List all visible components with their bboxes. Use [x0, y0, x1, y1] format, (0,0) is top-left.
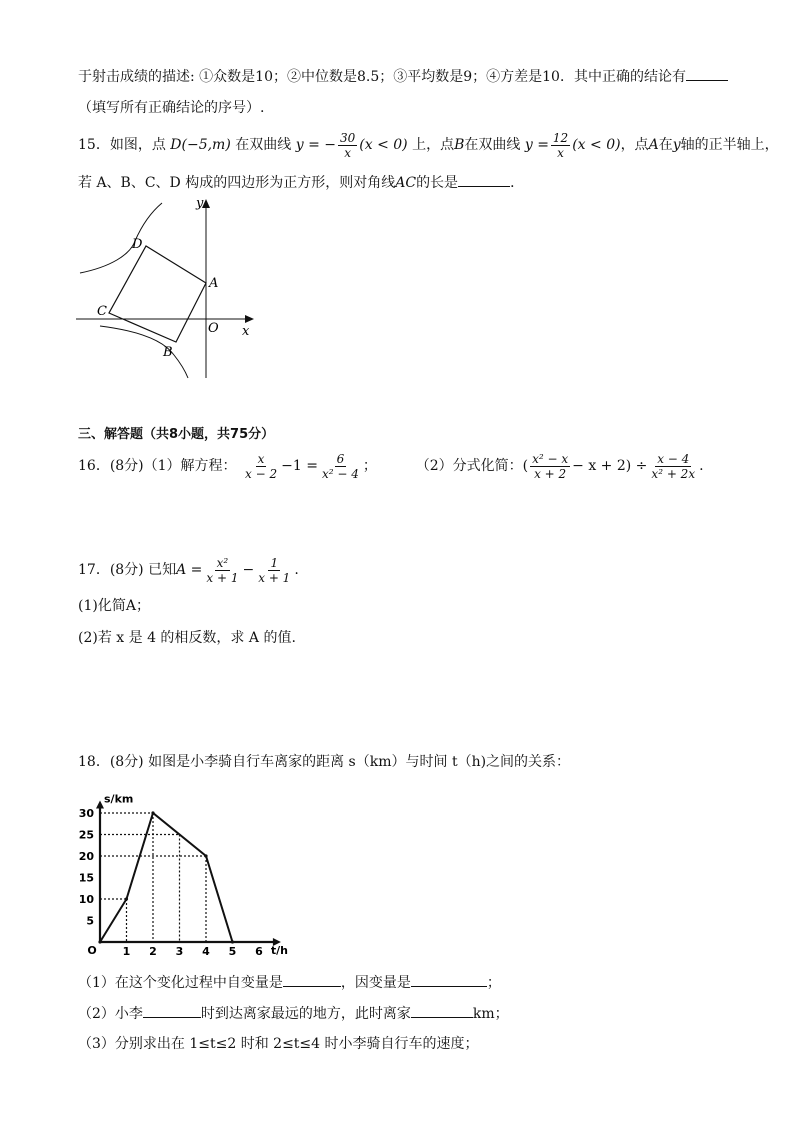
y-axis-label: s/km	[104, 792, 134, 806]
q16-line	[78, 448, 704, 484]
q14-line1	[78, 66, 728, 87]
eq1-lhs: y = −	[295, 137, 336, 153]
q16-frac4	[649, 452, 697, 481]
q15-text: 15．如图，点	[78, 137, 166, 153]
y-axis-arrow	[96, 801, 104, 809]
q14-text: 于射击成绩的描述: ①众数是10；②中位数是8.5；③平均数是9；④方差是10．其中正确的结论有	[78, 69, 686, 85]
eq2-lhs: y =	[524, 137, 549, 153]
q15-text: 的长是	[416, 175, 459, 191]
q18-blank-dependent[interactable]	[411, 972, 487, 987]
q15-figure	[70, 195, 270, 385]
x-tick-label: 5	[228, 945, 237, 958]
hyperbola-upper	[80, 203, 162, 273]
y-tick-label: 30	[78, 807, 94, 820]
label-b: B	[163, 345, 173, 360]
q17-line	[78, 552, 299, 588]
q15-text: ，点	[620, 137, 649, 153]
frac-den: x² − 4	[321, 466, 359, 481]
q18-sub3: （3）分别求出在 1≤t≤2 时和 2≤t≤4 时小李骑自行车的速度；	[78, 1036, 479, 1052]
x-axis-arrow	[245, 315, 254, 323]
q17-sub2: (2)若 x 是 4 的相反数，求 A 的值.	[78, 630, 296, 646]
eq2-num: 12	[552, 130, 569, 145]
eq1-num: 30	[339, 130, 356, 145]
frac-num: 6	[336, 451, 345, 466]
eq2-fraction	[551, 131, 570, 160]
q16-frac3	[530, 452, 570, 481]
q17-a-eq: A =	[176, 562, 203, 578]
label-o: O	[208, 321, 219, 336]
q18-text: （2）小李	[78, 1006, 143, 1022]
eq1-fraction	[338, 131, 357, 160]
label-a: A	[209, 276, 219, 291]
frac-num: x	[257, 451, 265, 466]
y-tick-label: 20	[78, 850, 94, 863]
x-tick-label: 2	[149, 945, 157, 958]
x-tick-label: 1	[122, 945, 131, 958]
q16-frac1	[243, 452, 279, 481]
q15-line1	[78, 128, 779, 162]
eq2-cond: (x < 0)	[572, 137, 621, 153]
q18-blank-time[interactable]	[143, 1003, 201, 1018]
data-point	[98, 940, 101, 943]
label-c: C	[97, 304, 107, 319]
x-tick-label: 6	[255, 945, 263, 958]
frac-num: 1	[270, 555, 279, 570]
q18-chart	[70, 782, 310, 960]
q18-text: 时到达离家最远的地方，此时离家	[200, 1006, 411, 1022]
q16-text: 16．(8分)（1）解方程：	[78, 458, 237, 474]
frac-num: x²	[216, 555, 229, 570]
label-d: D	[132, 237, 143, 252]
frac-den: x + 1	[258, 570, 291, 585]
frac-den: x + 2	[534, 466, 567, 481]
x-tick-label: 3	[175, 945, 184, 958]
q16-text: − x + 2) ÷	[572, 458, 648, 474]
square-abcd	[109, 246, 206, 342]
q16-text: .	[699, 458, 704, 474]
series-line	[100, 813, 233, 942]
frac-den: x² + 2x	[651, 466, 696, 481]
q18-text: km；	[472, 1006, 509, 1022]
point-d-coord: D(−5,m)	[170, 137, 231, 153]
eq1-den: x	[344, 145, 352, 160]
q16-frac2	[320, 452, 361, 481]
eq2-den: x	[557, 145, 564, 160]
hyperbola-lower	[100, 326, 188, 378]
q15-text: 在	[658, 137, 673, 153]
label-y: y	[196, 196, 204, 211]
q15-text: 若 A、B、C、D 构成的四边形为正方形，则对角线	[78, 175, 396, 191]
q18-sub1	[78, 972, 501, 993]
q15-text: 在双曲线	[464, 137, 521, 153]
q16-text: （2）分式化简：(	[415, 458, 529, 474]
q17-frac1	[204, 556, 240, 585]
q15-text: 上，点	[412, 137, 455, 153]
q16-text: ；	[362, 458, 377, 474]
q17-text: 17．(8分) 已知	[78, 562, 177, 578]
q18-intro: 18．(8分) 如图是小李骑自行车离家的距离 s（km）与时间 t（h)之间的关系：	[78, 754, 571, 770]
q14-line2: （填写所有正确结论的序号）.	[78, 100, 265, 116]
y-tick-label: 5	[86, 914, 94, 928]
q17-frac2	[256, 556, 292, 585]
q15-text: ．	[510, 175, 525, 191]
frac-den: x − 2	[245, 466, 278, 481]
data-point	[231, 940, 234, 943]
frac-num: x² − x	[532, 451, 569, 466]
var-b: B	[454, 137, 465, 153]
y-tick-label: 25	[78, 828, 94, 842]
var-y: y	[672, 137, 681, 153]
q15-line2	[78, 172, 524, 193]
frac-den: x + 1	[206, 570, 239, 585]
y-tick-label: 10	[78, 893, 94, 906]
eq1-cond: (x < 0)	[359, 137, 408, 153]
q15-answer-blank[interactable]	[458, 172, 510, 187]
q15-text: 轴的正半轴上，	[680, 137, 779, 153]
q15-text: 在双曲线	[235, 137, 292, 153]
label-x: x	[242, 324, 250, 339]
data-point	[125, 897, 128, 900]
chart-text-group	[79, 793, 288, 958]
q17-text: .	[294, 562, 299, 578]
q14-answer-blank[interactable]	[686, 66, 728, 81]
y-tick-label: 15	[78, 871, 94, 885]
origin-label: O	[87, 944, 97, 957]
var-ac: AC	[395, 175, 417, 191]
q18-blank-independent[interactable]	[283, 972, 341, 987]
frac-num: x − 4	[657, 451, 690, 466]
q18-text: ；	[486, 975, 501, 991]
x-axis-label: t/h	[270, 944, 289, 957]
section-3-title: 三、解答题（共8小题，共75分）	[78, 427, 275, 442]
q18-blank-distance[interactable]	[411, 1003, 473, 1018]
data-point	[151, 811, 154, 814]
q16-text: −1 =	[281, 458, 318, 474]
x-tick-label: 4	[202, 945, 210, 958]
q18-text: ，因变量是	[340, 975, 411, 991]
q18-sub2	[78, 1003, 509, 1024]
q17-text: −	[242, 562, 255, 578]
q17-sub1: (1)化简A；	[78, 598, 150, 614]
q18-text: （1）在这个变化过程中自变量是	[78, 975, 283, 991]
data-point	[204, 854, 207, 857]
var-a: A	[648, 137, 659, 153]
